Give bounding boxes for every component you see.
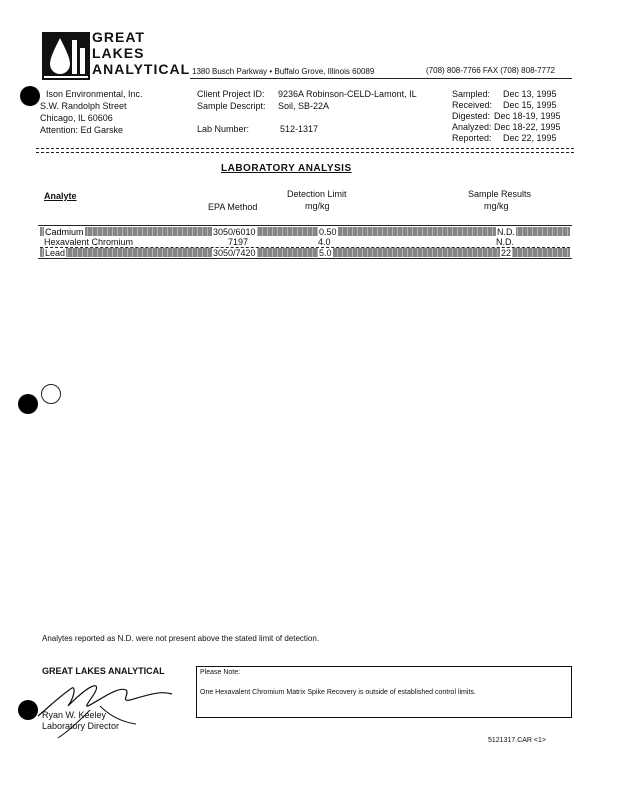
table-row-2-method: 7197 [228, 237, 249, 247]
table-row-shade-3 [40, 248, 570, 257]
table-row-1-limit: 0.50 [319, 227, 337, 237]
client-line-2: S.W. Randolph Street [40, 101, 127, 111]
reported-value: Dec 22, 1995 [503, 133, 557, 143]
report-title: LABORATORY ANALYSIS [221, 163, 352, 174]
page-id: 5121317.CAR <1> [488, 737, 546, 744]
signature-title: Laboratory Director [42, 721, 120, 731]
client-project-label: Client Project ID: [197, 89, 265, 99]
header-divider-2 [36, 152, 574, 153]
client-attention: Attention: Ed Garske [40, 125, 124, 135]
logo-line-2: LAKES [92, 45, 145, 61]
logo-line-1: GREAT [92, 29, 145, 45]
sampled-label: Sampled: [452, 89, 491, 99]
sampled-value: Dec 13, 1995 [503, 89, 557, 99]
received-value: Dec 15, 1995 [503, 100, 557, 110]
please-note-box [196, 666, 572, 718]
table-row-1-method: 3050/6010 [213, 227, 256, 237]
analyzed-value: Dec 18-22, 1995 [494, 122, 561, 132]
reported-label: Reported: [452, 133, 492, 143]
received-label: Received: [452, 100, 493, 110]
analyzed-label: Analyzed: [452, 122, 492, 132]
sample-descript-value: Soil, SB-22A [278, 101, 330, 111]
table-row-2-result: N.D. [496, 237, 514, 247]
table-row-shade-1 [40, 227, 570, 236]
header-sample-results: Sample Results [468, 189, 532, 199]
logo-line-3: ANALYTICAL [92, 61, 191, 77]
table-row-3-limit: 5.0 [319, 248, 332, 258]
please-note-label: Please Note: [200, 669, 241, 676]
lab-number-value: 512-1317 [280, 124, 319, 134]
table-row-2-limit: 4.0 [318, 237, 331, 247]
client-line-1: Ison Environmental, Inc. [46, 89, 143, 99]
footer-note: Analytes reported as N.D. were not present above the stated limit of detection. [42, 634, 320, 643]
header-rule [190, 78, 572, 79]
signature-company: GREAT LAKES ANALYTICAL [42, 666, 165, 676]
punch-hole-middle [18, 394, 38, 414]
lab-number-label: Lab Number: [197, 124, 250, 134]
header-detection-units: mg/kg [305, 201, 330, 211]
table-row-2-analyte: Hexavalent Chromium [44, 237, 134, 247]
table-bottom-rule [38, 258, 572, 259]
header-analyte: Analyte [44, 191, 77, 201]
please-note-text: One Hexavalent Chromium Matrix Spike Recovery is outside of established control limits. [200, 689, 476, 696]
company-phone: (708) 808-7766 FAX (708) 808-7772 [426, 66, 555, 75]
table-row-1-analyte: Cadmium [45, 227, 84, 237]
logo-mark-icon [42, 32, 90, 80]
digested-label: Digested: [452, 111, 491, 121]
client-project-value: 9236A Robinson-CELD-Lamont, IL [278, 89, 417, 99]
punch-hole-outline [41, 384, 61, 404]
header-detection-limit: Detection Limit [287, 189, 347, 199]
company-address: 1380 Busch Parkway • Buffalo Grove, Illinois 60089 [192, 67, 375, 76]
table-row-3-analyte: Lead [45, 248, 66, 258]
punch-hole-top [20, 86, 40, 106]
header-results-units: mg/kg [484, 201, 509, 211]
table-row-1-result: N.D. [497, 227, 515, 237]
table-top-rule [38, 225, 572, 226]
company-logo [42, 29, 191, 80]
signature-name: Ryan W. Keeley [42, 710, 107, 720]
header-divider [36, 148, 574, 149]
sample-descript-label: Sample Descript: [197, 101, 266, 111]
client-line-3: Chicago, IL 60606 [40, 113, 113, 123]
digested-value: Dec 18-19, 1995 [494, 111, 561, 121]
table-row-3-result: 22 [501, 248, 512, 258]
table-row-3-method: 3050/7420 [213, 248, 256, 258]
header-epa-method: EPA Method [208, 202, 258, 212]
